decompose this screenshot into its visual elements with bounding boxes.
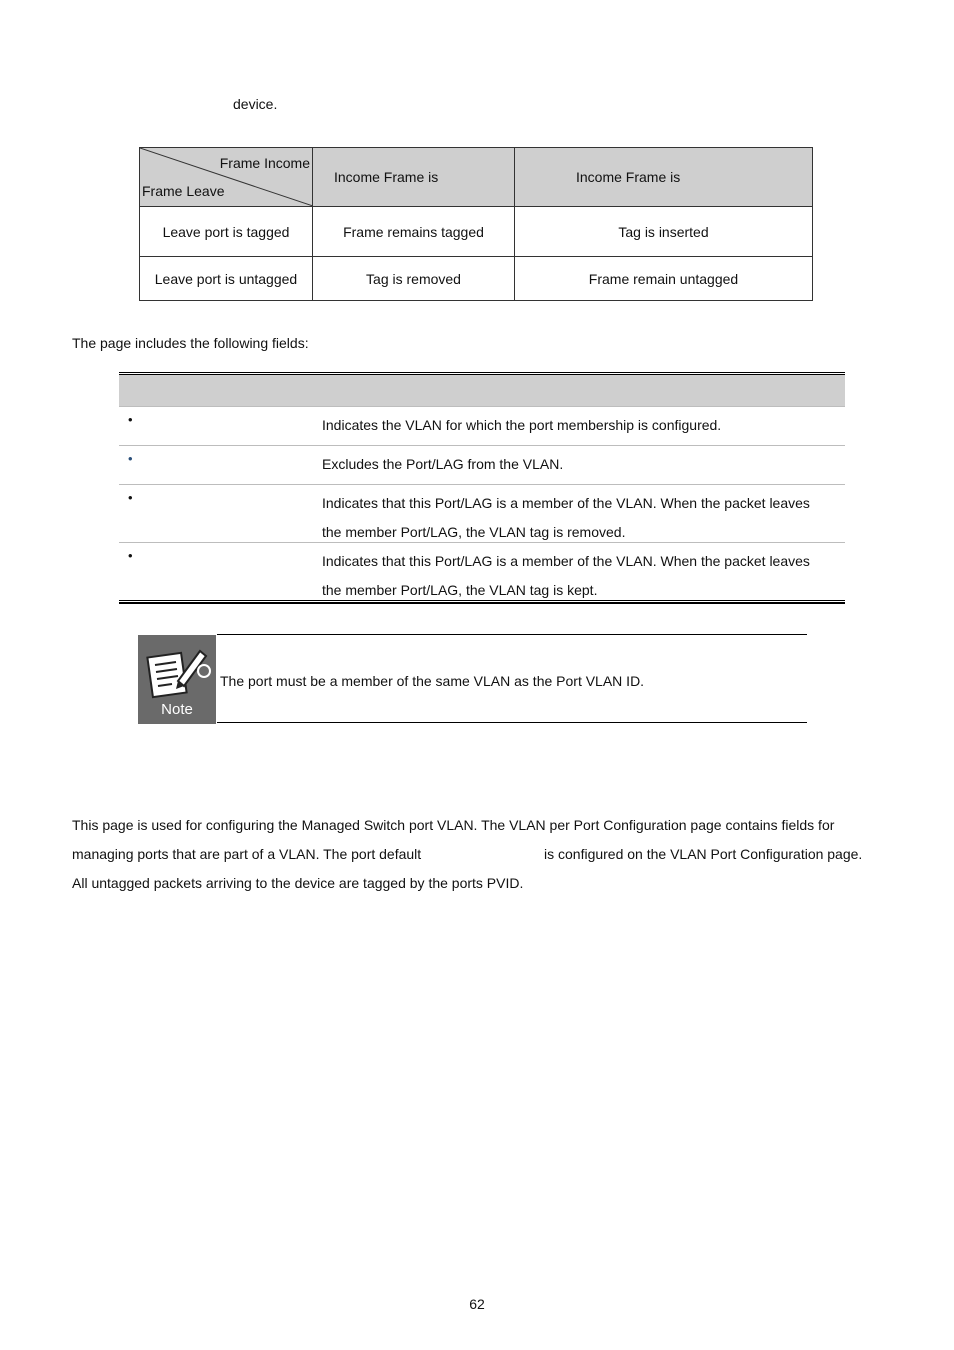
table-row	[140, 207, 813, 257]
table-row	[119, 446, 845, 485]
table-row	[119, 407, 845, 446]
field-desc-line2: the member Port/LAG, the VLAN tag is kept.	[322, 582, 598, 598]
frame-tag-table	[139, 147, 813, 301]
table-cell: Tag is inserted	[515, 207, 813, 257]
note-label: Note	[161, 701, 193, 718]
bullet: •	[128, 412, 133, 427]
diag-header-bottom: Frame Leave	[142, 183, 225, 199]
table-row	[140, 257, 813, 301]
field-desc: Excludes the Port/LAG from the VLAN.	[322, 456, 564, 472]
note-rule-bottom	[217, 722, 807, 723]
table-cell: Tag is removed	[313, 257, 515, 301]
table-header-row	[140, 148, 813, 207]
bullet: •	[128, 548, 133, 563]
table-cell: Frame remains tagged	[313, 207, 515, 257]
table-row	[119, 543, 845, 600]
page-number: 62	[469, 1296, 485, 1312]
row-label: Leave port is tagged	[140, 207, 313, 257]
field-desc-line1: Indicates that this Port/LAG is a member of the VLAN. When the packet leaves	[322, 553, 810, 569]
body-para-line1: This page is used for configuring the Managed Switch port VLAN. The VLAN per Port Configuration page contains fields for	[72, 817, 835, 833]
table-cell: Frame remain untagged	[515, 257, 813, 301]
col2-header: Income Frame is	[515, 148, 813, 207]
fields-intro: The page includes the following fields:	[72, 335, 309, 351]
col1-header: Income Frame is	[313, 148, 515, 207]
field-desc-line1: Indicates that this Port/LAG is a member of the VLAN. When the packet leaves	[322, 495, 810, 511]
bullet: •	[128, 490, 133, 505]
note-icon	[138, 635, 216, 724]
diagonal-header-cell	[140, 148, 313, 207]
note-rule-top	[217, 634, 807, 635]
note-text: The port must be a member of the same VLAN as the Port VLAN ID.	[220, 673, 645, 689]
field-desc: Indicates the VLAN for which the port membership is configured.	[322, 417, 722, 433]
body-para-line3: All untagged packets arriving to the device are tagged by the ports PVID.	[72, 875, 524, 891]
row-label: Leave port is untagged	[140, 257, 313, 301]
diag-header-top: Frame Income	[219, 155, 310, 171]
fields-table	[119, 372, 845, 604]
intro-text: device.	[233, 96, 278, 112]
body-para-line2a: managing ports that are part of a VLAN. The port default	[72, 846, 422, 862]
bullet: •	[128, 451, 133, 466]
fields-header-row	[119, 375, 845, 407]
body-para-line2b: is configured on the VLAN Port Configuration page.	[544, 846, 863, 862]
field-desc-line2: the member Port/LAG, the VLAN tag is removed.	[322, 524, 626, 540]
table-row	[119, 485, 845, 543]
